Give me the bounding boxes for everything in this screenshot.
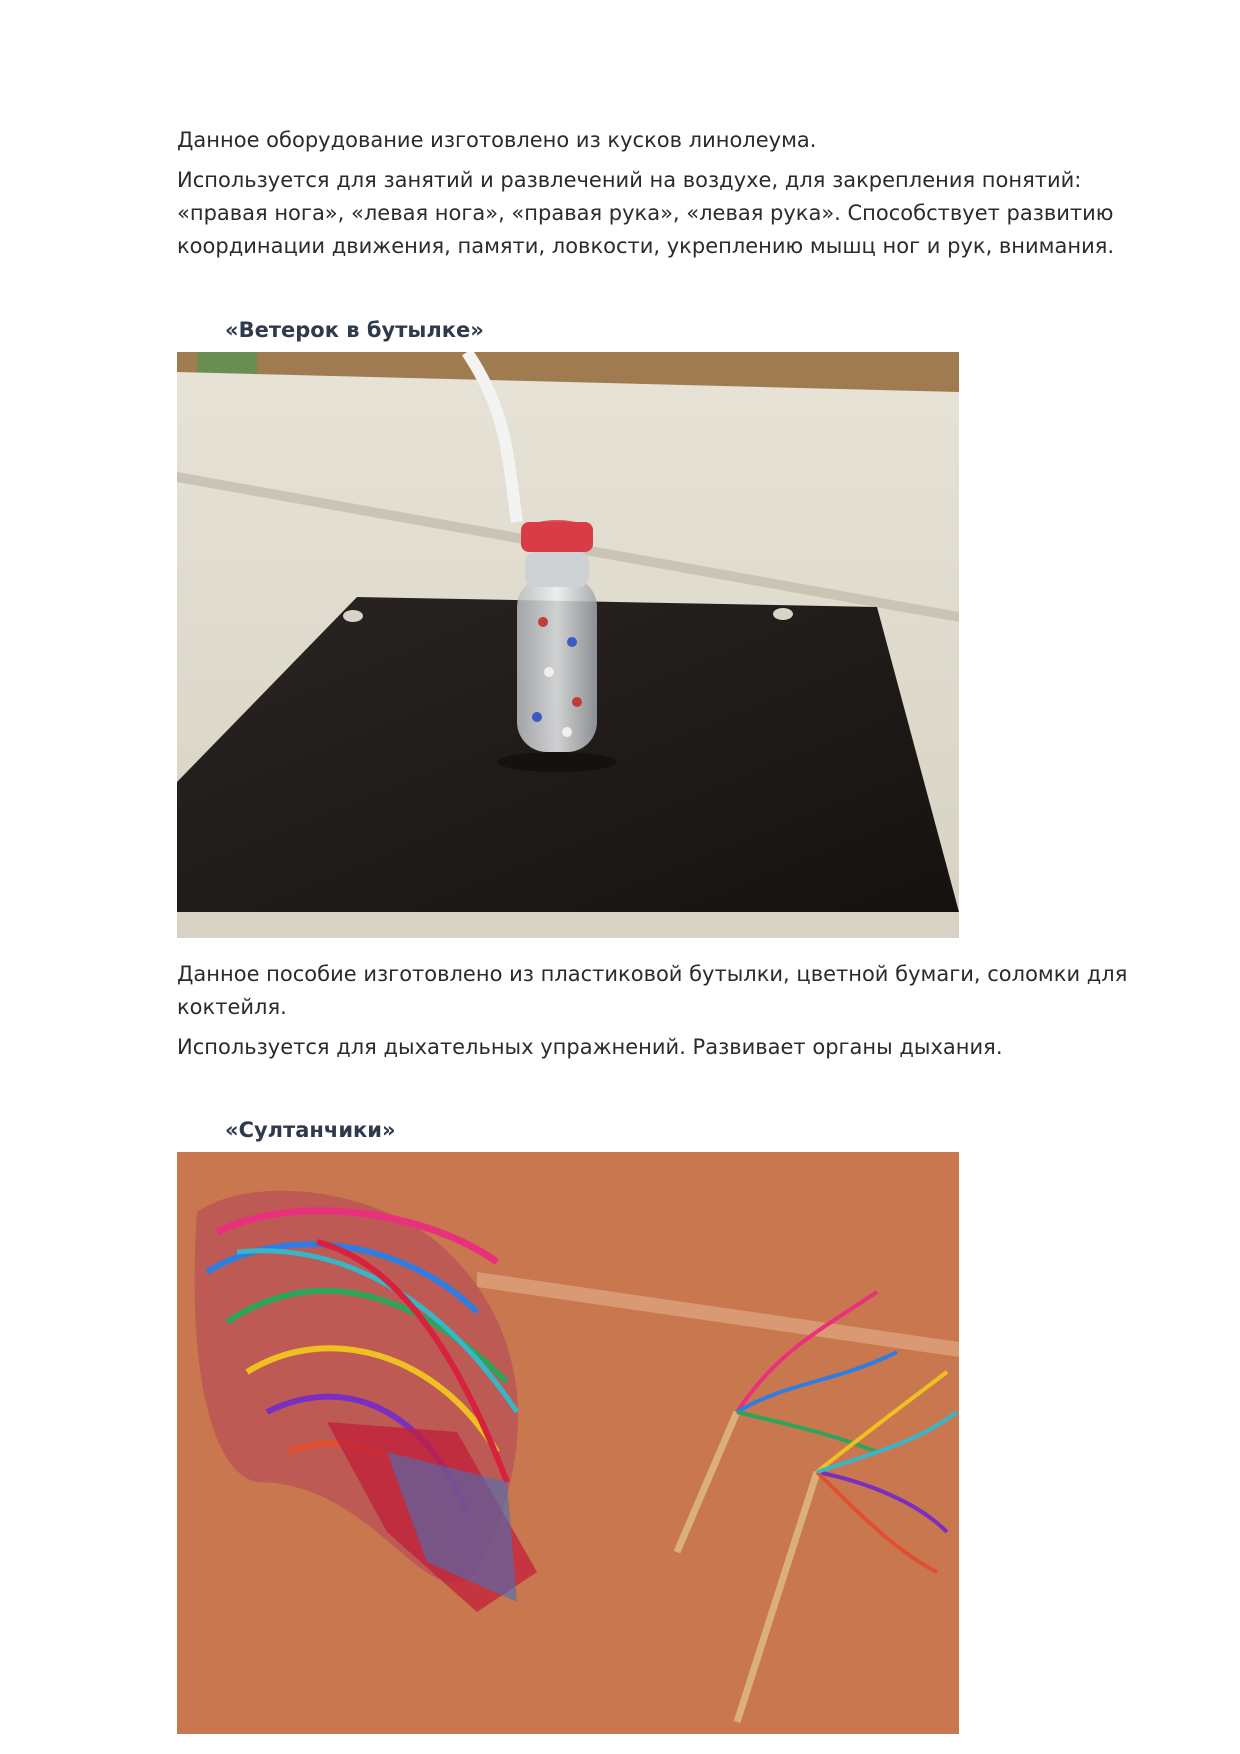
paragraph-linoleum: Данное оборудование изготовлено из кусков линолеума.: [177, 128, 817, 152]
section-title-sultanchiki: «Султанчики»: [225, 1118, 396, 1142]
paragraph-bottle-usage: Используется для дыхательных упражнений. Развивает органы дыхания.: [177, 1035, 1003, 1059]
bottle-photo: [177, 352, 959, 938]
paragraph-bottle-materials: Данное пособие изготовлено из пластиковой бутылки, цветной бумаги, соломки для коктейля.: [177, 962, 1128, 1019]
paragraph-linoleum-usage: Используется для занятий и развлечений на воздухе, для закрепления понятий: «правая нога», «левая нога», «правая рука», «левая рука». Способствует развитию координации движения, памяти, ловкости, укреплению мышц ног и рук, внимания.: [177, 168, 1115, 258]
sultanchiki-photo: [177, 1152, 959, 1734]
section-title-bottle: «Ветерок в бутылке»: [225, 318, 484, 342]
